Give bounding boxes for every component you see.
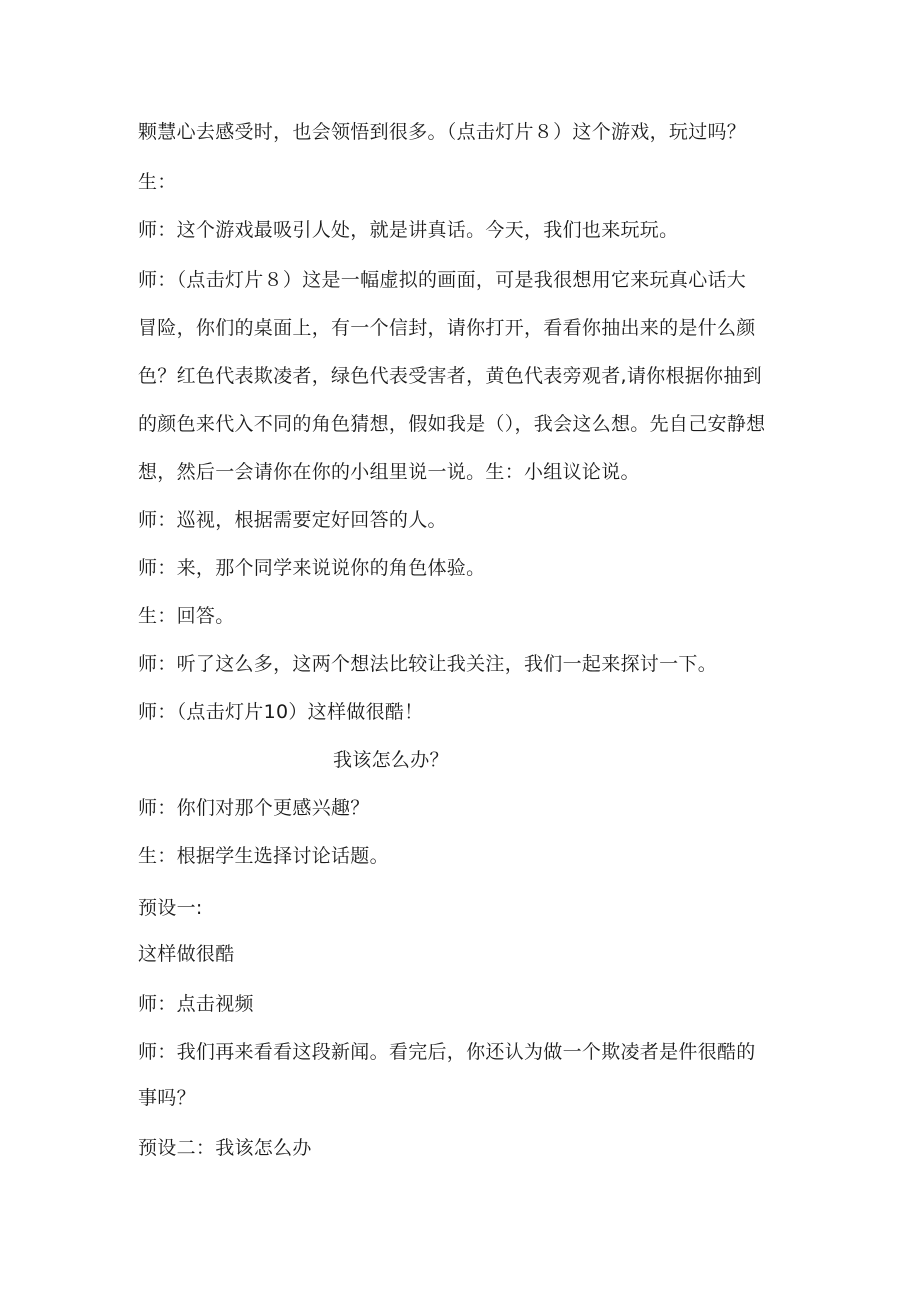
text-line: 师：来，那个同学来说说你的角色体验。 (138, 557, 486, 579)
centered-heading: 我该怎么办？ (333, 749, 449, 771)
text-line: 生： (138, 171, 177, 193)
text-line: 生：回答。 (138, 605, 235, 627)
text-line: 师：点击视频 (138, 993, 254, 1015)
text-line: 预设一: (138, 897, 203, 919)
text-line: 的颜色来代入不同的角色猜想，假如我是（），我会这么想。先自己安静想 (138, 413, 766, 435)
text-line: 冒险，你们的桌面上，有一个信封，请你打开，看看你抽出来的是什么颜 (138, 317, 756, 339)
text-line: 师：听了这么多，这两个想法比较让我关注，我们一起来探讨一下。 (138, 653, 718, 675)
text-line: 生：根据学生选择讨论话题。 (138, 845, 389, 867)
text-line: 师：（点击灯片10）这样做很酷！ (138, 701, 424, 723)
text-line: 师：巡视，根据需要定好回答的人。 (138, 509, 447, 531)
text-line: 预设二：我该怎么办 (138, 1137, 312, 1159)
text-line: 师：这个游戏最吸引人处，就是讲真话。今天，我们也来玩玩。 (138, 219, 679, 241)
text-line: 事吗？ (138, 1087, 196, 1109)
text-line: 师：你们对那个更感兴趣？ (138, 797, 370, 819)
text-line: 颗慧心去感受时，也会领悟到很多。（点击灯片８）这个游戏，玩过吗？ (138, 121, 747, 143)
text-line: 想，然后一会请你在你的小组里说一说。生：小组议论说。 (138, 461, 640, 483)
text-line: 师：（点击灯片８）这是一幅虚拟的画面，可是我很想用它来玩真心话大 (138, 269, 747, 291)
text-line: 师：我们再来看看这段新闻。看完后，你还认为做一个欺凌者是件很酷的 (138, 1041, 756, 1063)
text-line: 这样做很酷 (138, 943, 235, 965)
text-line: 色？红色代表欺凌者，绿色代表受害者，黄色代表旁观者,请你根据你抽到 (138, 365, 762, 387)
